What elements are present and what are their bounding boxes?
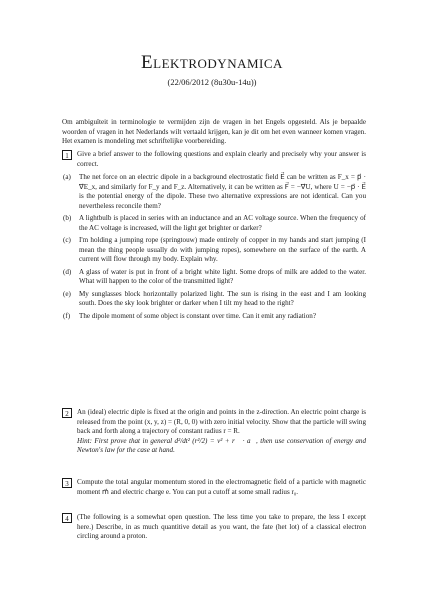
sub-question-label: (a) — [63, 173, 71, 181]
question-hint: Hint: First prove that in general d²/dt² (r²/2) = v² + r⃗ · a⃗, then use conservation of energy and Newton's law for the case at hand. — [77, 436, 366, 454]
exam-date: (22/06/2012 (8u30u-14u)) — [167, 77, 257, 87]
sub-question-label: (e) — [63, 289, 71, 298]
sub-question — [63, 311, 366, 322]
question-2 — [62, 408, 366, 456]
question-4 — [62, 513, 366, 542]
question-number-box: 1 — [62, 150, 72, 160]
sub-question-label: (b) — [63, 214, 72, 222]
sub-question-text: The net force on an electric dipole in a background electrostatic field E⃗ can be written as F_x = p⃗ · ∇⃗E_x, and similarly for F_y and F_z. Alternatively, it can be written as F⃗ = −∇⃗U, where U = −p⃗ · E⃗ is the potential energy of the dipole. These two alternative expressions are not identical. Can you nevertheless reconcile them? — [79, 173, 366, 210]
sub-question-text: The dipole moment of some object is constant over time. Can it emit any radiation? — [79, 311, 316, 320]
sub-question-text: My sunglasses block horizontally polarized light. The sun is rising in the east and I am looking south. Does the sky look brighter or darker when I tilt my head to the right? — [79, 289, 366, 307]
question-text — [77, 408, 366, 456]
sub-question-text: A glass of water is put in front of a bright white light. Some drops of milk are added to the water. What will happen to the color of the transmitted light? — [79, 267, 366, 285]
sub-question — [63, 214, 366, 233]
sub-question-label: (f) — [63, 311, 71, 320]
page-title: Elektrodynamica — [141, 52, 283, 73]
question-text: Compute the total angular momentum stored in the electromagnetic field of a particle with magnetic moment m⃗ and electric charge e. You can put a cutoff at some small radius r₀. — [77, 478, 366, 496]
question-body: An (ideal) electric diple is fixed at the origin and points in the z-direction. An electric point charge is released from the point (x, y, z) = (R, 0, 0) with zero initial velocity. Show that the particle will swing back and forth along a trajectory of constant radius r = R. — [77, 408, 366, 435]
question-number-box: 3 — [62, 478, 72, 488]
sub-question-text: A lightbulb is placed in series with an inductance and an AC voltage source. When the frequency of the AC voltage is increased, will the light get brighter or darker? — [79, 214, 366, 232]
question-text: Give a brief answer to the following questions and explain clearly and precisely why your answer is correct. — [77, 150, 366, 168]
sub-question — [63, 173, 366, 211]
question-3 — [62, 478, 366, 497]
sub-question-label: (d) — [63, 267, 72, 276]
question-number-box: 4 — [62, 513, 72, 523]
question-text: (The following is a somewhat open question. The less time you take to prepare, the less I except here.) Describe, in as much quantitive detail as you want, the fate (het lot) of a classical electron circling around a proton. — [77, 513, 366, 540]
sub-question-list — [62, 173, 366, 321]
intro-paragraph: Om ambiguïteit in terminologie te vermijden zijn de vragen in het Engels opgesteld. Als je bepaalde woorden of vragen in het Nederlands wilt vertaald krijgen, kan je dit om het even wanneer komen vragen. Het examen is mondeling met schriftelijke voorbereiding. — [62, 118, 366, 145]
sub-question-text: I'm holding a jumping rope (springtouw) made entirely of copper in my hands and start jumping (I mean the thing people usually do with jumping ropes), somewhere on the surface of the earth. A current will flow through my body. Explain why. — [79, 236, 366, 263]
question-1 — [62, 150, 366, 321]
sub-question — [63, 289, 366, 309]
sub-question — [63, 236, 366, 265]
sub-question-label: (c) — [63, 236, 71, 244]
sub-question — [63, 267, 366, 287]
question-number-box: 2 — [62, 408, 72, 418]
